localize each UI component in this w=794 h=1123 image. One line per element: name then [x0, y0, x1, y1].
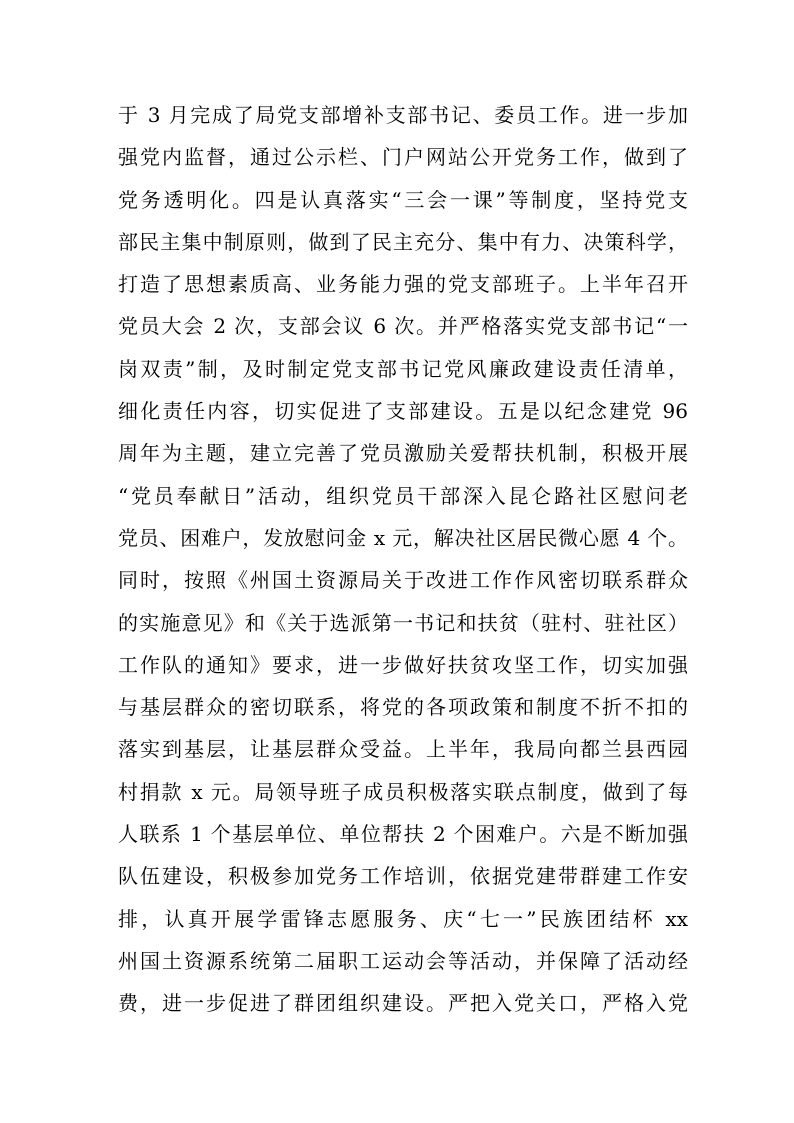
text-line: 落实到基层，让基层群众受益。上半年，我局向都兰县西园: [118, 737, 688, 762]
text-line: 岗双责”制，及时制定党支部书记党风廉政建设责任清单，: [118, 356, 688, 381]
text-line: 工作队的通知》要求，进一步做好扶贫攻坚工作，切实加强: [118, 652, 688, 677]
text-line: “党员奉献日”活动，组织党员干部深入昆仑路社区慰问老: [118, 483, 688, 508]
text-line: 排，认真开展学雷锋志愿服务、庆“七一”民族团结杯 xx: [118, 906, 688, 931]
text-line: 强党内监督，通过公示栏、门户网站公开党务工作，做到了: [118, 145, 688, 170]
text-line: 与基层群众的密切联系，将党的各项政策和制度不折不扣的: [118, 695, 688, 720]
text-line: 人联系 1 个基层单位、单位帮扶 2 个困难户。六是不断加强: [118, 822, 688, 847]
text-line: 部民主集中制原则，做到了民主充分、集中有力、决策科学，: [118, 229, 688, 254]
body-text: [118, 94, 688, 1025]
text-line: 党员大会 2 次，支部会议 6 次。并严格落实党支部书记“一: [118, 314, 688, 339]
text-line: 同时，按照《州国土资源局关于改进工作作风密切联系群众: [118, 568, 688, 593]
text-line: 打造了思想素质高、业务能力强的党支部班子。上半年召开: [118, 272, 688, 297]
text-line: 州国土资源系统第二届职工运动会等活动，并保障了活动经: [118, 948, 688, 973]
text-line: 的实施意见》和《关于选派第一书记和扶贫（驻村、驻社区）: [118, 610, 688, 635]
text-line: 周年为主题，建立完善了党员激励关爱帮扶机制，积极开展: [118, 441, 688, 466]
text-line: 费，进一步促进了群团组织建设。严把入党关口，严格入党: [118, 991, 688, 1016]
text-line: 于 3 月完成了局党支部增补支部书记、委员工作。进一步加: [118, 103, 688, 127]
text-line: 村捐款 x 元。局领导班子成员积极落实联点制度，做到了每: [118, 779, 688, 804]
text-line: 党员、困难户，发放慰问金 x 元，解决社区居民微心愿 4 个。: [118, 525, 688, 550]
text-line: 党务透明化。四是认真落实“三会一课”等制度，坚持党支: [118, 187, 688, 212]
text-line: 队伍建设，积极参加党务工作培训，依据党建带群建工作安: [118, 864, 688, 889]
text-line: 细化责任内容，切实促进了支部建设。五是以纪念建党 96: [118, 399, 688, 424]
